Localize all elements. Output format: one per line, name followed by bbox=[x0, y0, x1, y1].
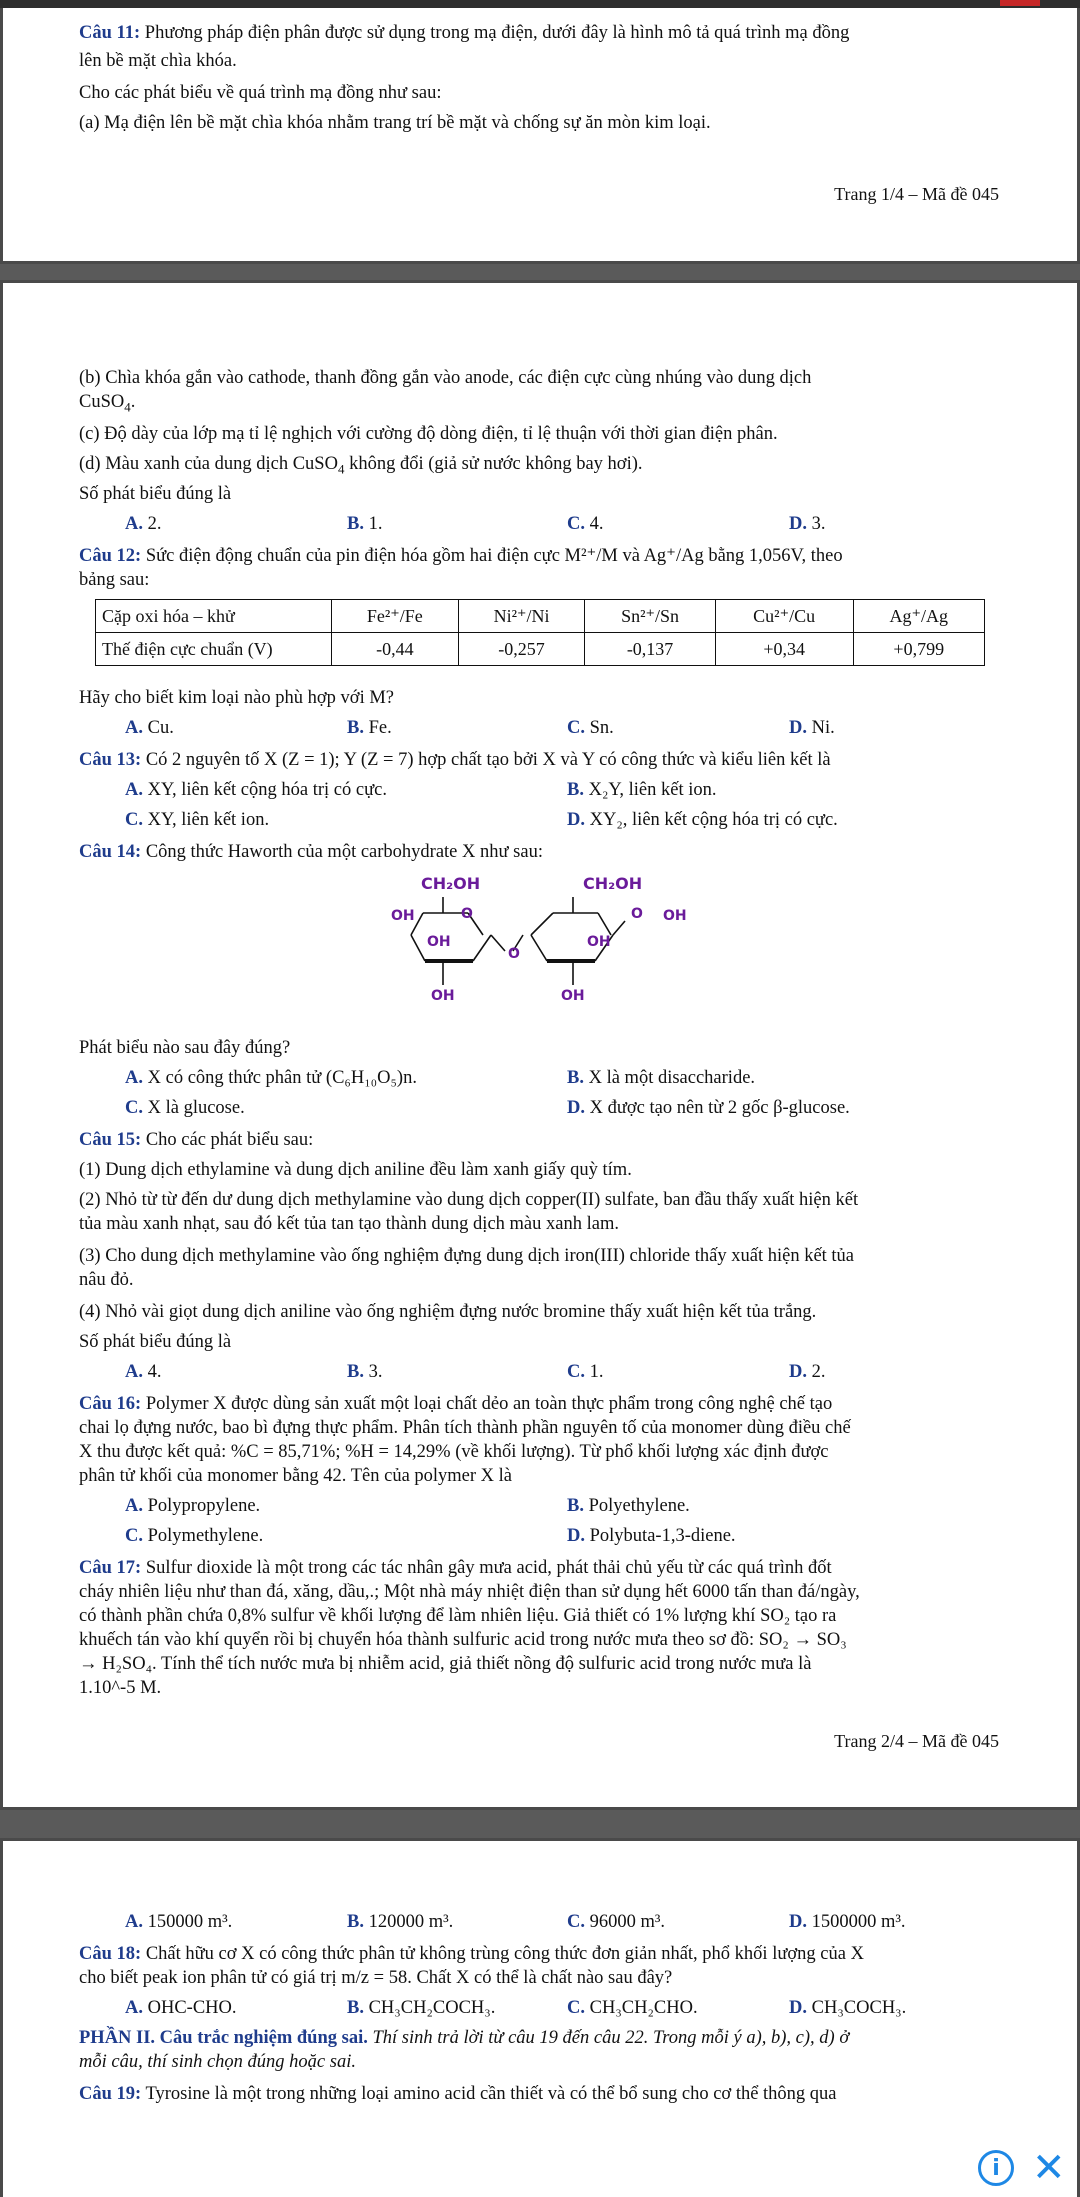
page-2 bbox=[0, 280, 1080, 1810]
page-footer-1: Trang 1/4 – Mã đề 045 bbox=[834, 184, 999, 204]
q15-option-d[interactable]: D. 2. bbox=[789, 1362, 826, 1382]
ring-oxygen-left: O bbox=[461, 906, 473, 922]
close-icon[interactable] bbox=[1032, 2145, 1066, 2191]
q11-line1: Câu 11: Phương pháp điện phân được sử dụng trong mạ điện, dưới đây là hình mô tả quá trình mạ đồng bbox=[79, 23, 850, 43]
status-bar bbox=[0, 0, 1080, 8]
q12-option-c[interactable]: C. Sn. bbox=[567, 718, 614, 738]
q18-option-c[interactable]: C. CH₃CH₂CHO. bbox=[567, 1998, 698, 2018]
electrode-potential-table bbox=[95, 599, 985, 666]
q17-line4: khuếch tán vào khí quyển rồi bị chuyển hóa thành sulfuric acid trong nước mưa theo sơ đồ: SO₂ → SO₃ bbox=[79, 1630, 847, 1650]
page-gap bbox=[0, 1810, 1080, 1838]
q18-line2: cho biết peak ion phân tử có giá trị m/z = 58. Chất X có thể là chất nào sau đây? bbox=[79, 1968, 673, 1988]
table-cell: -0,257 bbox=[458, 633, 585, 666]
q13-option-d[interactable]: D. XY₂, liên kết cộng hóa trị có cực. bbox=[567, 810, 838, 830]
oh-label: OH bbox=[663, 908, 687, 924]
close-glyph: ✕ bbox=[1032, 2145, 1066, 2191]
table-row bbox=[96, 633, 985, 666]
oh-label: OH bbox=[427, 934, 451, 950]
q15-stmt-4: (4) Nhỏ vài giọt dung dịch aniline vào ống nghiệm đựng nước bromine thấy xuất hiện kết tủa trắng. bbox=[79, 1302, 817, 1322]
q13-option-a[interactable]: A. XY, liên kết cộng hóa trị có cực. bbox=[125, 780, 387, 800]
page-3 bbox=[0, 1838, 1080, 2197]
table-cell: -0,44 bbox=[332, 633, 459, 666]
table-cell: +0,799 bbox=[853, 633, 984, 666]
page-1 bbox=[0, 8, 1080, 264]
q16-line3: X thu được kết quả: %C = 85,71%; %H = 14,29% (về khối lượng). Từ phổ khối lượng xác định được bbox=[79, 1442, 829, 1462]
q15-stmt-2a: (2) Nhỏ từ từ đến dư dung dịch methylamine vào dung dịch copper(II) sulfate, ban đầu thấy xuất hiện kết bbox=[79, 1190, 859, 1210]
q13-line: Câu 13: Có 2 nguyên tố X (Z = 1); Y (Z = 7) hợp chất tạo bởi X và Y có công thức và kiểu liên kết là bbox=[79, 750, 831, 770]
q18-line1: Câu 18: Chất hữu cơ X có công thức phân tử không trùng công thức đơn giản nhất, phổ khối lượng của X bbox=[79, 1944, 864, 1964]
info-glyph: i bbox=[992, 2155, 1000, 2181]
q12-option-b[interactable]: B. Fe. bbox=[347, 718, 392, 738]
q12-ask: Hãy cho biết kim loại nào phù hợp với M? bbox=[79, 688, 394, 708]
q13-option-c[interactable]: C. XY, liên kết ion. bbox=[125, 810, 270, 830]
table-cell: Ni²⁺/Ni bbox=[458, 600, 585, 633]
q16-option-b[interactable]: B. Polyethylene. bbox=[567, 1496, 690, 1516]
q15-count: Số phát biểu đúng là bbox=[79, 1332, 232, 1352]
oh-label: OH bbox=[431, 988, 455, 1004]
q16-option-d[interactable]: D. Polybuta-1,3-diene. bbox=[567, 1526, 736, 1546]
part2-heading-line2: mỗi câu, thí sinh chọn đúng hoặc sai. bbox=[79, 2052, 356, 2072]
q19-line: Câu 19: Tyrosine là một trong những loại amino acid cần thiết và có thể bổ sung cho cơ thể thông qua bbox=[79, 2084, 837, 2104]
q14-option-d[interactable]: D. X được tạo nên từ 2 gốc β-glucose. bbox=[567, 1098, 850, 1118]
q11-option-c[interactable]: C. 4. bbox=[567, 514, 604, 534]
page-gap bbox=[0, 264, 1080, 280]
table-cell: Cặp oxi hóa – khử bbox=[96, 600, 332, 633]
q11-option-a[interactable]: A. 2. bbox=[125, 514, 162, 534]
q16-line2: chai lọ đựng nước, bao bì đựng thực phẩm. Phân tích thành phần nguyên tố của monomer dùng điều chế bbox=[79, 1418, 851, 1438]
q14-ask: Phát biểu nào sau đây đúng? bbox=[79, 1038, 291, 1058]
q16-option-a[interactable]: A. Polypropylene. bbox=[125, 1496, 261, 1516]
q14-line: Câu 14: Công thức Haworth của một carbohydrate X như sau: bbox=[79, 842, 543, 862]
q11-option-d[interactable]: D. 3. bbox=[789, 514, 826, 534]
oh-label: OH bbox=[587, 934, 611, 950]
q17-line5: → H₂SO₄. Tính thể tích nước mưa bị nhiễm acid, giả thiết nồng độ sulfuric acid trong nước mưa là bbox=[79, 1654, 812, 1674]
q12-option-d[interactable]: D. Ni. bbox=[789, 718, 835, 738]
q11-option-b[interactable]: B. 1. bbox=[347, 514, 383, 534]
q17-line6: 1.10^-5 M. bbox=[79, 1678, 162, 1698]
table-cell: -0,137 bbox=[585, 633, 715, 666]
q17-option-c[interactable]: C. 96000 m³. bbox=[567, 1912, 666, 1932]
status-indicator bbox=[1000, 0, 1040, 6]
table-cell: Sn²⁺/Sn bbox=[585, 600, 715, 633]
ring-oxygen-right: O bbox=[631, 906, 643, 922]
q17-line2: cháy nhiên liệu như than đá, xăng, dầu,.; Một nhà máy nhiệt điện than sử dụng hết 6000 tấn than đá/ngày, bbox=[79, 1582, 860, 1602]
part2-heading: PHẦN II. Câu trắc nghiệm đúng sai. Thí sinh trả lời từ câu 19 đến câu 22. Trong mỗi ý a), b), c), d) ở bbox=[79, 2028, 850, 2048]
info-icon[interactable] bbox=[978, 2150, 1014, 2186]
q17-option-d[interactable]: D. 1500000 m³. bbox=[789, 1912, 906, 1932]
q11-line2: lên bề mặt chìa khóa. bbox=[79, 51, 237, 71]
q15-stmt-2b: tủa màu xanh nhạt, sau đó kết tủa tan tạo thành dung dịch màu xanh lam. bbox=[79, 1214, 619, 1234]
q13-option-b[interactable]: B. X₂Y, liên kết ion. bbox=[567, 780, 717, 800]
q15-stmt-1: (1) Dung dịch ethylamine và dung dịch aniline đều làm xanh giấy quỳ tím. bbox=[79, 1160, 632, 1180]
q12-line1: Câu 12: Sức điện động chuẩn của pin điện hóa gồm hai điện cực M²⁺/M và Ag⁺/Ag bằng 1,056V, theo bbox=[79, 546, 843, 566]
ch2oh-label-left: CH₂OH bbox=[421, 874, 481, 893]
q15-option-a[interactable]: A. 4. bbox=[125, 1362, 162, 1382]
q15-option-c[interactable]: C. 1. bbox=[567, 1362, 604, 1382]
q17-line3: có thành phần chứa 0,8% sulfur về khối lượng để làm nhiên liệu. Giả thiết có 1% lượng khí SO₂ tạo ra bbox=[79, 1606, 837, 1626]
q18-option-d[interactable]: D. CH₃COCH₃. bbox=[789, 1998, 907, 2018]
q12-option-a[interactable]: A. Cu. bbox=[125, 718, 174, 738]
q14-option-c[interactable]: C. X là glucose. bbox=[125, 1098, 245, 1118]
q17-line1: Câu 17: Sulfur dioxide là một trong các tác nhân gây mưa acid, phát thải chủ yếu từ các quá trình đốt bbox=[79, 1558, 832, 1578]
q14-option-a[interactable]: A. X có công thức phân tử (C₆H₁₀O₅)n. bbox=[125, 1068, 417, 1088]
oh-label: OH bbox=[561, 988, 585, 1004]
table-cell: Thế điện cực chuẩn (V) bbox=[96, 633, 332, 666]
table-cell: Ag⁺/Ag bbox=[853, 600, 984, 633]
q12-line2: bảng sau: bbox=[79, 570, 150, 590]
q11-stmt-a: (a) Mạ điện lên bề mặt chìa khóa nhằm trang trí bề mặt và chống sự ăn mòn kim loại. bbox=[79, 113, 711, 133]
stmt-b-line2: CuSO$_4$. bbox=[79, 392, 136, 415]
q18-option-a[interactable]: A. OHC-CHO. bbox=[125, 1998, 237, 2018]
q15-line: Câu 15: Cho các phát biểu sau: bbox=[79, 1130, 314, 1150]
table-cell: Cu²⁺/Cu bbox=[715, 600, 853, 633]
stmt-c: (c) Độ dày của lớp mạ tỉ lệ nghịch với cường độ dòng điện, tỉ lệ thuận với thời gian điện phân. bbox=[79, 424, 778, 444]
q15-option-b[interactable]: B. 3. bbox=[347, 1362, 383, 1382]
q17-option-b[interactable]: B. 120000 m³. bbox=[347, 1912, 454, 1932]
stmt-d: (d) Màu xanh của dung dịch CuSO$_4$ không đổi (giả sử nước không bay hơi). bbox=[79, 454, 643, 477]
q11-intro: Cho các phát biểu về quá trình mạ đồng như sau: bbox=[79, 83, 442, 103]
glycosidic-oxygen: O bbox=[508, 946, 520, 962]
q18-option-b[interactable]: B. CH₃CH₂COCH₃. bbox=[347, 1998, 496, 2018]
table-cell: +0,34 bbox=[715, 633, 853, 666]
stmt-b-line1: (b) Chìa khóa gắn vào cathode, thanh đồng gắn vào anode, các điện cực cùng nhúng vào dung dịch bbox=[79, 368, 812, 388]
q14-option-b[interactable]: B. X là một disaccharide. bbox=[567, 1068, 756, 1088]
q17-option-a[interactable]: A. 150000 m³. bbox=[125, 1912, 233, 1932]
ch2oh-label-right: CH₂OH bbox=[583, 874, 643, 893]
table-cell: Fe²⁺/Fe bbox=[332, 600, 459, 633]
q16-option-c[interactable]: C. Polymethylene. bbox=[125, 1526, 264, 1546]
oh-label: OH bbox=[391, 908, 415, 924]
page-footer-2: Trang 2/4 – Mã đề 045 bbox=[834, 1731, 999, 1751]
table-row bbox=[96, 600, 985, 633]
q16-line1: Câu 16: Polymer X được dùng sản xuất một loại chất dẻo an toàn thực phẩm trong công nghệ chế tạo bbox=[79, 1394, 833, 1414]
count-question: Số phát biểu đúng là bbox=[79, 484, 232, 504]
q16-line4: phân tử khối của monomer bằng 42. Tên của polymer X là bbox=[79, 1466, 513, 1486]
q15-stmt-3a: (3) Cho dung dịch methylamine vào ống nghiệm đựng dung dịch iron(III) chloride thấy xuất hiện kết tủa bbox=[79, 1246, 855, 1266]
q15-stmt-3b: nâu đỏ. bbox=[79, 1270, 134, 1290]
